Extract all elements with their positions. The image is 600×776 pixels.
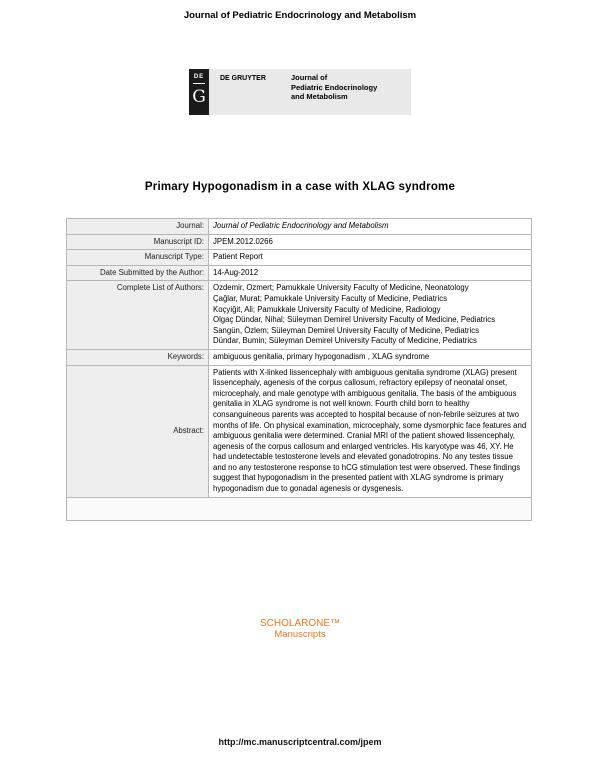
keywords-value: ambiguous genitalia, primary hypogonadism , XLAG syndrome: [209, 349, 532, 365]
publisher-name: DE GRUYTER: [220, 75, 266, 82]
author-entry: Çağlar, Murat; Pamukkale University Faculty of Medicine, Pediatrics: [213, 293, 447, 303]
author-entry: Koçyiğit, Ali; Pamukkale University Faculty of Medicine, Radiology: [213, 304, 441, 314]
manuscripts-wordmark: Manuscripts: [274, 629, 326, 640]
manuscript-type-label: Manuscript Type:: [67, 250, 209, 266]
table-row-empty: [67, 497, 532, 520]
author-entry: Dündar, Bumin; Süleyman Demirel University Faculty of Medicine, Pediatrics: [213, 336, 477, 346]
logo-journal-line: Pediatric Endocrinology: [291, 82, 378, 92]
date-submitted-value: 14-Aug-2012: [209, 265, 532, 281]
table-row: [67, 281, 532, 350]
table-row: [67, 265, 532, 281]
table-row: [67, 219, 532, 235]
running-header-journal: Journal of Pediatric Endocrinology and Metabolism: [183, 10, 417, 21]
manuscript-type-value: Patient Report: [209, 250, 532, 266]
scholarone-wordmark: SCHOLARONE™: [259, 618, 340, 629]
manuscript-info-table: [66, 218, 532, 521]
table-row: [67, 234, 532, 250]
table-row: [67, 250, 532, 266]
logo-mark-top: DE: [193, 74, 205, 80]
authors-list: [209, 281, 532, 350]
journal-value: Journal of Pediatric Endocrinology and Metabolism: [209, 219, 532, 235]
logo-journal-name: [291, 73, 407, 102]
publisher-logo-banner: [189, 69, 411, 115]
author-entry: Ozdemir, Ozmert; Pamukkale University Faculty of Medicine, Neonatology: [213, 283, 469, 293]
logo-journal-line: and Metabolism: [291, 92, 348, 101]
abstract-label: Abstract:: [67, 365, 209, 497]
manuscript-id-label: Manuscript ID:: [67, 234, 209, 250]
table-row: [67, 349, 532, 365]
scholarone-logo: [0, 618, 600, 640]
authors-label: Complete List of Authors:: [67, 281, 209, 350]
abstract-text: Patients with X-linked lissencephaly with ambiguous genitalia syndrome (XLAG) present lissencephaly, agenesis of the corpus callosum, refractory epilepsy of neonatal onset, microcephaly, and male genotype with ambiguous genitalia. The basis of the ambiguous genitalia in XLAG syndrome is not well known. Fourth child born to healthy consanguineous parents was accepted to hospital because of non-febrile seizures at two months of life. On physical examination, microcephaly, some dysmorphic face features and ambiguous genitalia were determined. Cranial MRI of the patient showed lissencephaly, agenesis of the corpus callosum and enlarged ventricles. His karyotype was 46, XY. He had undetectable testosterone levels and elevated gonadotropins. No any testes tissue and no any testosterone response to hCG stimulation test were observed. These findings suggest that hypogonadism in the presented patient with XLAG syndrome is primary hypogonadism due to gonadal agenesis or dysgenesis.: [209, 365, 532, 497]
date-submitted-label: Date Submitted by the Author:: [67, 265, 209, 281]
manuscript-id-value: JPEM.2012.0266: [209, 234, 532, 250]
empty-cell: [67, 497, 532, 520]
logo-mark-letter: G: [192, 87, 206, 107]
footer-url-link[interactable]: http://mc.manuscriptcentral.com/jpem: [218, 737, 382, 747]
table-row: [67, 365, 532, 497]
degruyter-logo-icon: [189, 69, 209, 115]
paper-title: Primary Hypogonadism in a case with XLAG syndrome: [144, 181, 456, 193]
author-entry: Olgaç Dündar, Nihal; Süleyman Demirel University Faculty of Medicine, Pediatrics: [213, 315, 496, 325]
keywords-label: Keywords:: [67, 349, 209, 365]
logo-journal-line: Journal of: [291, 73, 328, 82]
author-entry: Sangün, Özlem; Süleyman Demirel University Faculty of Medicine, Pediatrics: [213, 325, 480, 335]
journal-label: Journal:: [67, 219, 209, 235]
